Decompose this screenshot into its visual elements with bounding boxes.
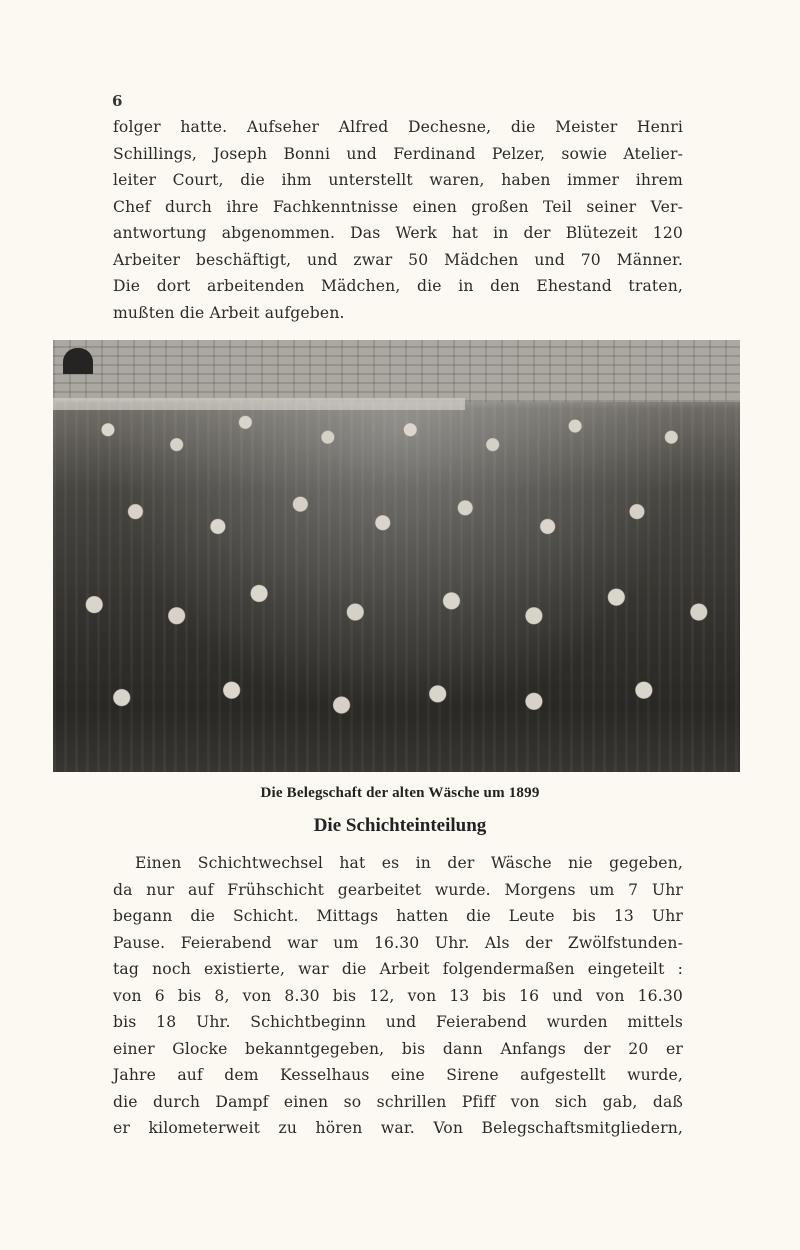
photo-crowd [53,400,740,772]
text-line: folger hatte. Aufseher Alfred Dechesne, die Meister Henri [113,118,683,136]
text-line: die durch Dampf einen so schrillen Pfiff von sich gab, daß [113,1092,683,1111]
paragraph-workforce [113,114,683,326]
text-line: Chef durch ihre Fachkenntnisse einen großen Teil seiner Ver- [113,197,683,216]
figure-caption: Die Belegschaft der alten Wäsche um 1899 [260,785,540,801]
text-line: von 6 bis 8, von 8.30 bis 12, von 13 bis 16 und von 16.30 [113,986,683,1005]
text-line: mußten die Arbeit aufgeben. [113,303,345,322]
text-line: tag noch existierte, war die Arbeit folgendermaßen eingeteilt : [113,960,683,978]
text-line: begann die Schicht. Mittags hatten die Leute bis 13 Uhr [113,907,683,925]
photo-brick-wall [53,340,740,402]
text-line: Jahre auf dem Kesselhaus eine Sirene aufgestellt wurde, [113,1066,683,1084]
text-line: einer Glocke bekanntgegeben, bis dann Anfangs der 20 er [113,1039,683,1058]
page-number: 6 [112,92,123,110]
text-line: bis 18 Uhr. Schichtbeginn und Feierabend wurden mittels [113,1013,683,1031]
section-heading: Die Schichteinteilung [313,815,487,836]
text-line: er kilometerweit zu hören war. Von Belegschaftsmitgliedern, [113,1119,683,1137]
text-line: Arbeiter beschäftigt, und zwar 50 Mädchen und 70 Männer. [113,250,683,269]
text-line: leiter Court, die ihm unterstellt waren, haben immer ihrem [113,171,683,189]
text-line: Pause. Feierabend war um 16.30 Uhr. Als der Zwölfstunden- [113,933,683,952]
workforce-group-photo [53,340,740,772]
text-line: Die dort arbeitenden Mädchen, die in den Ehestand traten, [113,277,683,295]
text-line: Schillings, Joseph Bonni und Ferdinand Pelzer, sowie Atelier- [113,144,683,163]
text-line: Einen Schichtwechsel hat es in der Wäsche nie gegeben, [135,854,683,872]
photo-window [63,348,93,374]
text-line: da nur auf Frühschicht gearbeitet wurde. Morgens um 7 Uhr [113,880,683,899]
paragraph-shifts [113,850,683,1142]
text-line: antwortung abgenommen. Das Werk hat in der Blütezeit 120 [113,224,683,242]
